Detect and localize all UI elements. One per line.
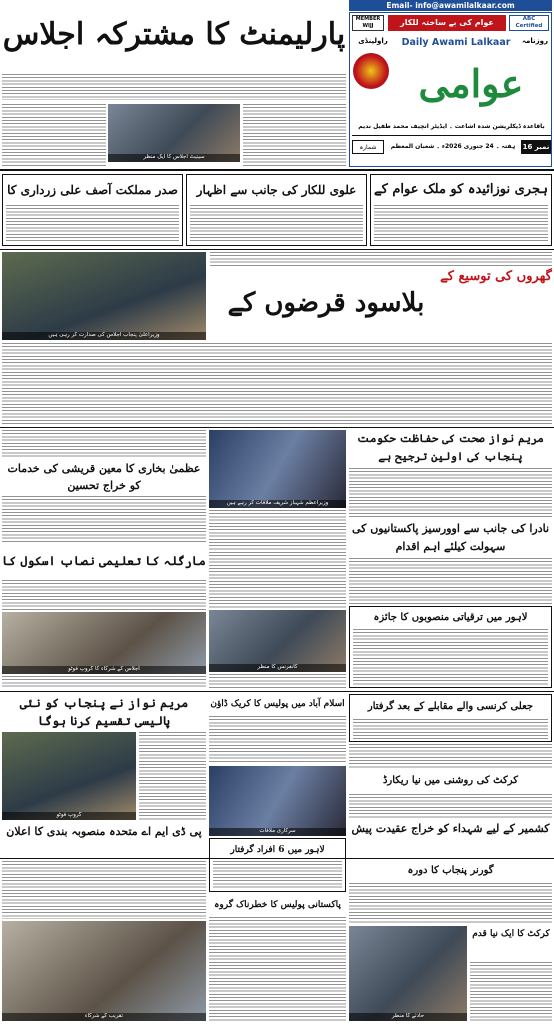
lead-story-text xyxy=(2,74,346,100)
story-headline: صدر مملکت آصف علی زرداری کا xyxy=(7,183,178,197)
column-text xyxy=(2,496,206,542)
cm-meeting-photo xyxy=(2,252,206,340)
conference-photo xyxy=(209,610,346,672)
pm-meeting-photo xyxy=(209,430,346,508)
lead-headline: پارلیمنٹ کا مشترکہ اجلاس xyxy=(2,17,346,52)
date-strip xyxy=(352,135,551,165)
column-text xyxy=(209,917,346,1021)
photo-caption: سرکاری ملاقات xyxy=(209,828,346,836)
column-text xyxy=(349,744,552,768)
banner-story-text xyxy=(2,343,552,425)
story-headline: علوی للکار کی جانب سے اظہار xyxy=(196,183,357,197)
story-text xyxy=(213,861,342,889)
column-text xyxy=(209,674,346,688)
photo-caption: حادثے کا منظر xyxy=(349,1013,467,1021)
divider xyxy=(0,249,554,250)
column-text xyxy=(2,676,206,688)
column-text xyxy=(349,468,552,518)
official-meeting-photo xyxy=(209,766,346,836)
divider xyxy=(0,427,554,428)
fraud-headline: لاہور میں 6 افراد گرفتار xyxy=(230,845,325,855)
bottom-center-headline: پاکستانی پولیس کا خطرناک گروہ xyxy=(214,900,341,910)
photo-caption: کانفرنس کا منظر xyxy=(209,664,346,672)
photo-caption: وزیراعلیٰ پنجاب اجلاس کی صدارت کر رہی ہیں xyxy=(2,332,206,340)
group-photo xyxy=(2,732,136,820)
lead-story-left-col xyxy=(2,104,106,166)
column-text xyxy=(139,732,206,820)
column-text xyxy=(349,794,552,818)
column-text xyxy=(349,558,552,604)
accident-photo xyxy=(349,926,467,1021)
photo-caption: اجلاس کے شرکاء کا گروپ فوٹو xyxy=(2,666,206,674)
story-box xyxy=(349,606,552,688)
dgkhan-headline: گورنر پنجاب کا دورہ xyxy=(407,865,494,876)
banner-kicker: گھروں کی توسیع کے xyxy=(440,269,552,284)
column-text xyxy=(470,962,552,1021)
serial-number: شمارہ xyxy=(352,140,384,154)
cabinet-headline: مارگلہ کا تعلیمی نصاب اسکول کا xyxy=(2,554,206,568)
story-headline: ہجری نوزائیدہ کو ملک عوام کے xyxy=(374,182,548,197)
email-bar: Email- info@awamilalkaar.com xyxy=(349,0,552,11)
issue-number: نمبر 16 xyxy=(521,140,551,154)
banner-headline: بلاسود قرضوں کے xyxy=(227,288,425,318)
daily-label: روزنامہ xyxy=(521,37,549,45)
fraud-box xyxy=(209,838,346,892)
editor-line: باقاعدہ ڈیکلریشن شدہ اشاعت ۔ ایڈیٹر انچیف محمد طفیل ندیم xyxy=(358,123,545,130)
masthead xyxy=(349,12,552,167)
column-text xyxy=(2,861,206,919)
divider xyxy=(0,169,554,171)
event-photo xyxy=(2,921,206,1021)
nadra-headline: نادرا کی جانب سے اوورسیز پاکستانیوں کی سہولت کیلئے اہم اقدام xyxy=(351,522,550,553)
story-text xyxy=(6,205,179,243)
abc-badge: ABC Certified xyxy=(509,15,549,31)
column-text xyxy=(2,430,206,458)
punjab-headline: مریم نواز نے پنجاب کو نئی پالیسی تقسیم کرنا ہوگا xyxy=(19,696,189,728)
city-label: راولپنڈی xyxy=(358,37,388,45)
divider xyxy=(0,691,554,692)
column-text xyxy=(2,580,206,610)
member-badge: MEMBER WIJJ xyxy=(352,15,384,31)
maryam-headline: مریم نواز صحت کی حفاظت حکومت پنجاب کی اولین ترجیح ہے xyxy=(357,432,544,463)
column-text xyxy=(349,883,552,923)
date-line: ہفتہ ۔ 24 جنوری 2026ء ۔ شعبان المعظم xyxy=(390,143,516,150)
meeting-photo xyxy=(2,612,206,674)
photo-caption: تقریب کے شرکاء xyxy=(2,1013,206,1021)
story-text xyxy=(353,629,548,685)
logo-seal xyxy=(353,53,389,89)
bottom-right-headline: کرکٹ کا ایک نیا قدم xyxy=(472,929,550,939)
funeral-headline: کشمیر کے لیے شہداء کو خراج عقیدت پیش xyxy=(351,822,550,835)
story-text xyxy=(353,719,548,739)
lead-story-right-col xyxy=(243,104,346,166)
acc-headline: اسلام آباد میں پولیس کا کریک ڈاؤن xyxy=(210,699,345,709)
story-box-right xyxy=(370,174,552,246)
photo-caption: وزیراعظم شہباز شریف ملاقات کر رہے ہیں xyxy=(209,500,346,508)
robbery-headline: جعلی کرنسی والے مقابلے کے بعد گرفتار xyxy=(367,701,534,712)
robbery-box xyxy=(349,694,552,742)
column-text xyxy=(209,716,346,764)
story-box-center xyxy=(186,174,367,246)
azma-headline: عظمیٰ بخاری کا معین قریشی کی خدمات کو خراج تحسین xyxy=(7,462,201,492)
photo-caption: گروپ فوٹو xyxy=(2,812,136,820)
zaid-headline: لاہور میں ترقیاتی منصوبوں کا جائزہ xyxy=(373,612,528,623)
column-text xyxy=(209,552,346,608)
story-text xyxy=(190,205,363,243)
fire-headline: کرکٹ کی روشنی میں نیا ریکارڈ xyxy=(382,775,519,786)
senate-photo xyxy=(108,104,240,162)
urdu-masthead-logo: عوامی xyxy=(418,61,524,106)
story-box-left xyxy=(2,174,183,246)
banner-intro-text xyxy=(210,252,552,266)
bottom-left-headline: پی ڈی ایم اے متحدہ منصوبہ بندی کا اعلان xyxy=(6,825,202,838)
column-text xyxy=(209,510,346,550)
story-text xyxy=(374,205,548,243)
english-name: Daily Awami Lalkaar xyxy=(401,37,511,48)
photo-caption: سینیٹ اجلاس کا ایک منظر xyxy=(108,154,240,162)
tagline-banner: عوام کی بے ساختہ للکار xyxy=(388,15,506,31)
